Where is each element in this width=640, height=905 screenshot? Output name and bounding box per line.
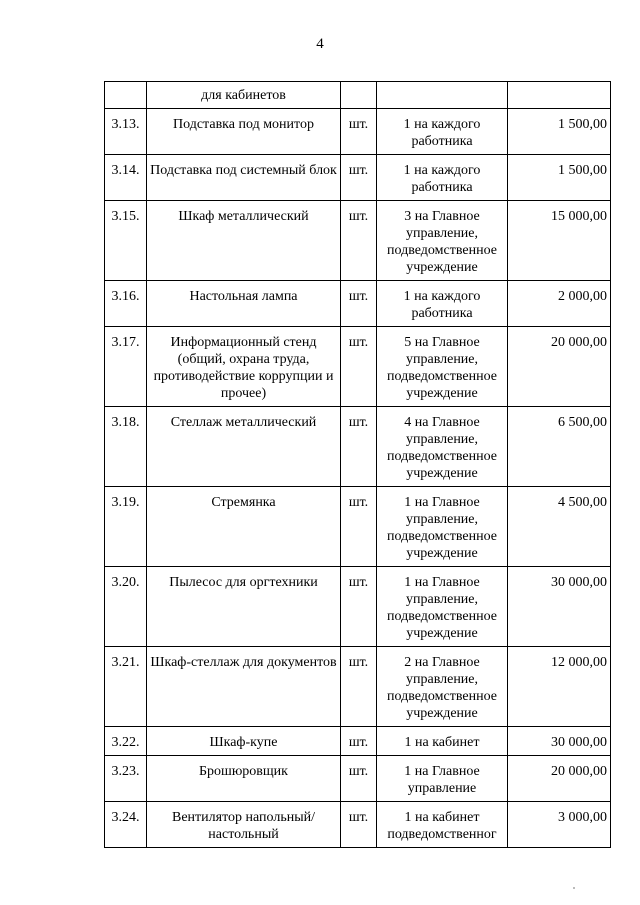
cell-price: 1 500,00 [508, 109, 611, 155]
cell-name: для кабинетов [147, 82, 341, 109]
cell-qty: 1 на кабинет подведомственног [377, 802, 508, 848]
cell-unit: шт. [341, 327, 377, 407]
cell-qty: 1 на каждого работника [377, 281, 508, 327]
cell-qty [377, 82, 508, 109]
cell-unit: шт. [341, 802, 377, 848]
cell-qty: 1 на кабинет [377, 727, 508, 756]
cell-price: 2 000,00 [508, 281, 611, 327]
cell-qty: 1 на Главное управление [377, 756, 508, 802]
table-row [105, 802, 611, 848]
cell-unit: шт. [341, 281, 377, 327]
cell-price: 20 000,00 [508, 756, 611, 802]
cell-name: Шкаф-купе [147, 727, 341, 756]
cell-unit: шт. [341, 647, 377, 727]
cell-num: 3.17. [105, 327, 147, 407]
cell-name: Информационный стенд (общий, охрана труда, противодействие коррупции и прочее) [147, 327, 341, 407]
cell-num: 3.16. [105, 281, 147, 327]
cell-qty: 1 на каждого работника [377, 155, 508, 201]
cell-qty: 1 на Главное управление, подведомственное учреждение [377, 567, 508, 647]
cell-unit: шт. [341, 727, 377, 756]
cell-name: Подставка под системный блок [147, 155, 341, 201]
cell-name: Вентилятор напольный/настольный [147, 802, 341, 848]
table-row [105, 327, 611, 407]
cell-price: 4 500,00 [508, 487, 611, 567]
cell-num: 3.18. [105, 407, 147, 487]
table-body [105, 82, 611, 848]
table-row [105, 281, 611, 327]
cell-num: 3.22. [105, 727, 147, 756]
cell-qty: 1 на Главное управление, подведомственное учреждение [377, 487, 508, 567]
cell-unit: шт. [341, 407, 377, 487]
equipment-table [104, 81, 611, 848]
cell-unit [341, 82, 377, 109]
cell-name: Стремянка [147, 487, 341, 567]
table-row [105, 109, 611, 155]
page-number: 4 [316, 36, 324, 52]
cell-unit: шт. [341, 567, 377, 647]
cell-name: Подставка под монитор [147, 109, 341, 155]
cell-price: 12 000,00 [508, 647, 611, 727]
cell-num: 3.24. [105, 802, 147, 848]
cell-num [105, 82, 147, 109]
cell-price: 20 000,00 [508, 327, 611, 407]
table-row [105, 567, 611, 647]
table-row [105, 756, 611, 802]
cell-unit: шт. [341, 155, 377, 201]
cell-price: 30 000,00 [508, 567, 611, 647]
cell-qty: 4 на Главное управление, подведомственное учреждение [377, 407, 508, 487]
cell-price: 15 000,00 [508, 201, 611, 281]
cell-price [508, 82, 611, 109]
cell-num: 3.15. [105, 201, 147, 281]
cell-unit: шт. [341, 201, 377, 281]
scan-speck [573, 887, 575, 889]
cell-num: 3.23. [105, 756, 147, 802]
cell-unit: шт. [341, 487, 377, 567]
cell-name: Стеллаж металлический [147, 407, 341, 487]
cell-unit: шт. [341, 756, 377, 802]
cell-qty: 3 на Главное управление, подведомственное учреждение [377, 201, 508, 281]
cell-name: Шкаф металлический [147, 201, 341, 281]
cell-num: 3.14. [105, 155, 147, 201]
cell-unit: шт. [341, 109, 377, 155]
cell-price: 30 000,00 [508, 727, 611, 756]
table-row [105, 201, 611, 281]
cell-price: 6 500,00 [508, 407, 611, 487]
cell-name: Пылесос для оргтехники [147, 567, 341, 647]
cell-num: 3.21. [105, 647, 147, 727]
cell-qty: 2 на Главное управление, подведомственное учреждение [377, 647, 508, 727]
cell-num: 3.19. [105, 487, 147, 567]
cell-name: Настольная лампа [147, 281, 341, 327]
table-row [105, 727, 611, 756]
table-row [105, 487, 611, 567]
table-row [105, 407, 611, 487]
cell-qty: 1 на каждого работника [377, 109, 508, 155]
table-row [105, 155, 611, 201]
cell-num: 3.13. [105, 109, 147, 155]
cell-price: 3 000,00 [508, 802, 611, 848]
cell-price: 1 500,00 [508, 155, 611, 201]
cell-num: 3.20. [105, 567, 147, 647]
cell-name: Шкаф-стеллаж для документов [147, 647, 341, 727]
cell-qty: 5 на Главное управление, подведомственное учреждение [377, 327, 508, 407]
table-row-continuation [105, 82, 611, 109]
cell-name: Брошюровщик [147, 756, 341, 802]
table-row [105, 647, 611, 727]
